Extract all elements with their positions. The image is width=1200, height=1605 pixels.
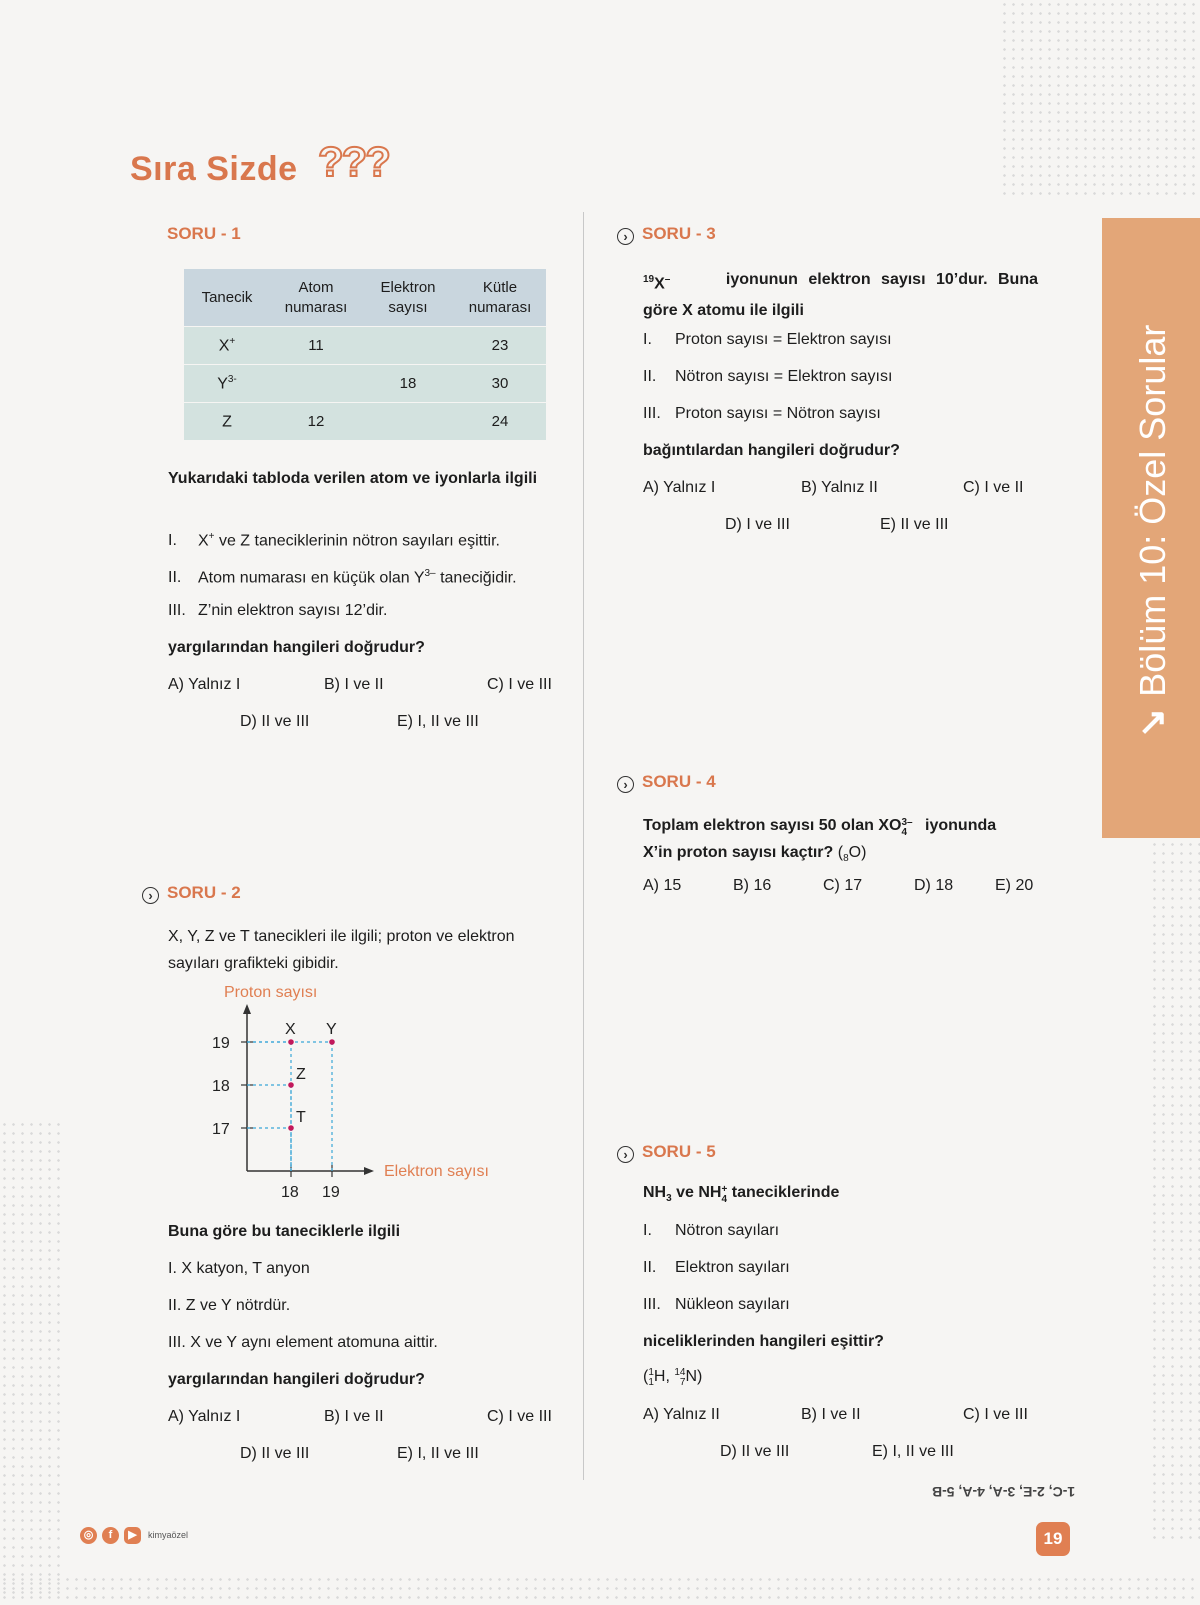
dot-pattern-bottom <box>0 1575 1200 1605</box>
q2-option-d[interactable]: D) II ve III <box>240 1445 310 1462</box>
q2-option-b[interactable]: B) I ve II <box>324 1408 384 1425</box>
q3-label: › SORU - 3 <box>617 224 716 245</box>
q4-option-e[interactable]: E) 20 <box>995 877 1034 894</box>
table-header: Elektron sayısı <box>362 269 454 327</box>
q4-stem <box>643 812 1038 872</box>
q1-label: SORU - 1 <box>167 224 241 243</box>
chart-xlabel: Elektron sayısı <box>384 1163 489 1180</box>
q4-option-c[interactable]: C) 17 <box>823 877 863 894</box>
table-cell: X+ <box>184 327 270 365</box>
q4-label: › SORU - 4 <box>617 772 716 793</box>
q3-option-e[interactable]: E) II ve III <box>880 516 949 533</box>
facebook-icon[interactable]: f <box>102 1527 119 1544</box>
table-cell: 24 <box>454 403 546 441</box>
table-cell: $Y^{3-}$ <box>184 365 270 403</box>
data-point-z <box>288 1082 294 1088</box>
q2-statement-3: III. X ve Y aynı element atomuna aittir. <box>168 1334 438 1351</box>
table-cell: 30 <box>454 365 546 403</box>
q3-stem-line-1: $^{19}$X– iyonunun elektron sayısı 10’dur. Buna <box>643 271 1038 293</box>
q1-stem: Yukarıdaki tabloda verilen atom ve iyonlarla ilgili <box>168 470 538 487</box>
q5-option-e[interactable]: E) I, II ve III <box>872 1443 954 1460</box>
table-cell: 12 <box>270 403 362 441</box>
table-header: Atom numarası <box>270 269 362 327</box>
q3-option-d[interactable]: D) I ve III <box>725 516 790 533</box>
q2-statement-2: II. Z ve Y nötrdür. <box>168 1297 291 1314</box>
table-header-row <box>184 269 546 327</box>
data-point-t <box>288 1125 294 1131</box>
q3-stem <box>643 266 1038 324</box>
q5-option-a[interactable]: A) Yalnız II <box>643 1406 720 1423</box>
q5-label: › SORU - 5 <box>617 1142 716 1163</box>
point-label: Z <box>296 1066 306 1083</box>
q1-table <box>184 269 546 440</box>
q3-ask: bağıntılardan hangileri doğrudur? <box>643 442 900 459</box>
q5-option-d[interactable]: D) II ve III <box>720 1443 790 1460</box>
q4-option-b[interactable]: B) 16 <box>733 877 772 894</box>
q1-option-e[interactable]: E) I, II ve III <box>397 713 479 730</box>
q3-statement-3: III. Proton sayısı = Nötron sayısı <box>643 405 881 422</box>
table-header: Kütle numarası <box>454 269 546 327</box>
q2-statement-1: I. X katyon, T anyon <box>168 1260 310 1277</box>
q4-option-a[interactable]: A) 15 <box>643 877 682 894</box>
y-tick-label: 18 <box>212 1078 230 1095</box>
q2-option-a[interactable]: A) Yalnız I <box>168 1408 241 1425</box>
arrow-icon: ↗ <box>1137 700 1169 742</box>
q5-option-b[interactable]: B) I ve II <box>801 1406 861 1423</box>
question-marks-decoration: ??? <box>318 138 389 185</box>
q1-statement-3: III. Z’nin elektron sayısı 12’dir. <box>168 602 388 619</box>
answer-key: 1-C, 2-E, 3-A, 4-A, 5-B <box>932 1484 1076 1500</box>
table-header: Tanecik <box>184 269 270 327</box>
chevron-right-icon: › <box>617 776 634 793</box>
point-label: X <box>285 1021 296 1038</box>
chevron-right-icon: › <box>142 887 159 904</box>
data-point-y <box>329 1039 335 1045</box>
chevron-right-icon: › <box>617 1146 634 1163</box>
q3-option-c[interactable]: C) I ve II <box>963 479 1024 496</box>
q5-statement-3: III. Nükleon sayıları <box>643 1296 790 1313</box>
q1-option-c[interactable]: C) I ve III <box>487 676 552 693</box>
q2-label: › SORU - 2 <box>142 883 241 904</box>
q5-option-c[interactable]: C) I ve III <box>963 1406 1028 1423</box>
table-row <box>184 327 546 365</box>
q5-hint: (1 1H, 14 7N) <box>643 1367 703 1388</box>
x-tick-label: 19 <box>322 1184 340 1200</box>
table-cell <box>270 365 362 403</box>
q4-stem-line-2: X’in proton sayısı kaçtır? $(_8O)$ <box>643 844 867 865</box>
point-label: Y <box>326 1021 337 1038</box>
point-label: T <box>296 1109 306 1126</box>
q4-option-d[interactable]: D) 18 <box>914 877 954 894</box>
q1-ask: yargılarından hangileri doğrudur? <box>168 639 425 656</box>
column-divider <box>583 212 584 1480</box>
q2-stem: X, Y, Z ve T tanecikleri ile ilgili; proton ve elektron sayıları grafikteki gibidir. <box>168 928 515 972</box>
q1-statement-2: II. Atom numarası en küçük olan $Y^{3-}$ taneciğidir. <box>168 568 517 587</box>
q1-option-b[interactable]: B) I ve II <box>324 676 384 693</box>
y-axis-arrow <box>243 1004 251 1014</box>
youtube-icon[interactable]: ▶ <box>124 1527 141 1544</box>
table-cell: Z <box>184 403 270 441</box>
q1-option-a[interactable]: A) Yalnız I <box>168 676 241 693</box>
chapter-side-label: ↗ Bölüm 10: Özel Sorular <box>1132 324 1173 742</box>
q3-stem-line-2: göre X atomu ile ilgili <box>643 302 804 320</box>
q1-statement-1: I. X+ ve Z taneciklerinin nötron sayıları eşittir. <box>168 531 500 550</box>
q3-option-a[interactable]: A) Yalnız I <box>643 479 716 496</box>
q2-option-c[interactable]: C) I ve III <box>487 1408 552 1425</box>
q3-option-b[interactable]: B) Yalnız II <box>801 479 878 496</box>
q3-statement-2: II. Nötron sayısı = Elektron sayısı <box>643 368 893 385</box>
q5-statement-2: II. Elektron sayıları <box>643 1259 790 1276</box>
q5-stem: $NH_3$ ve NH+ 4 taneciklerinde <box>643 1184 840 1205</box>
page-number: 19 <box>1036 1522 1070 1556</box>
y-tick-label: 19 <box>212 1035 230 1052</box>
chart-ylabel: Proton sayısı <box>224 984 318 1001</box>
y-tick-label: 17 <box>212 1121 230 1138</box>
x-tick-label: 18 <box>281 1184 299 1200</box>
dot-pattern-left <box>0 1120 60 1600</box>
chevron-right-icon: › <box>617 228 634 245</box>
data-point-x <box>288 1039 294 1045</box>
table-row <box>184 403 546 441</box>
table-row <box>184 365 546 403</box>
q1-option-d[interactable]: D) II ve III <box>240 713 310 730</box>
table-cell: 11 <box>270 327 362 365</box>
table-cell <box>362 403 454 441</box>
table-cell: 23 <box>454 327 546 365</box>
dot-pattern-right <box>1150 840 1200 1540</box>
page-title: Sıra Sizde <box>130 150 298 188</box>
table-cell <box>362 327 454 365</box>
q5-ask: niceliklerinden hangileri eşittir? <box>643 1333 884 1350</box>
q2-ask: yargılarından hangileri doğrudur? <box>168 1371 425 1388</box>
q2-chart <box>200 980 530 1200</box>
q3-statement-1: I. Proton sayısı = Elektron sayısı <box>643 331 892 348</box>
q4-stem-line-1: Toplam elektron sayısı 50 olan XO3– 4 iyonunda <box>643 817 997 838</box>
table-cell: 18 <box>362 365 454 403</box>
x-axis-arrow <box>364 1167 374 1175</box>
q2-lead: Buna göre bu taneciklerle ilgili <box>168 1223 401 1240</box>
q2-option-e[interactable]: E) I, II ve III <box>397 1445 479 1462</box>
q5-statement-1: I. Nötron sayıları <box>643 1222 780 1239</box>
instagram-icon[interactable]: ◎ <box>80 1527 97 1544</box>
brand-name: kimyaözel <box>148 1530 189 1540</box>
